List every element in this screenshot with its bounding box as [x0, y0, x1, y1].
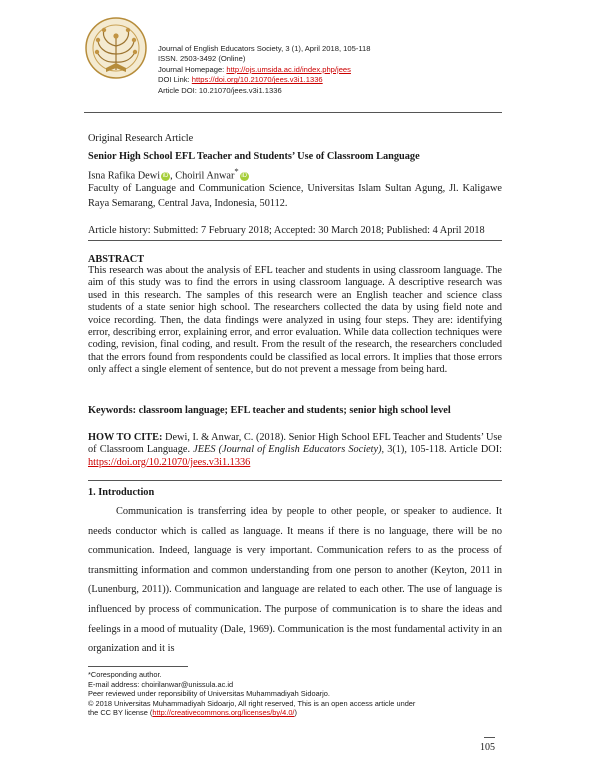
footnote-copyright: © 2018 Universitas Muhammadiyah Sidoarjo, All right reserved, This is an open access article under — [88, 698, 416, 708]
author-2: , Choiril Anwar — [170, 170, 235, 182]
cite-label: HOW TO CITE: — [88, 432, 163, 443]
article-history: Article history: Submitted: 7 February 2018; Accepted: 30 March 2018; Published: 4 April 2018 — [88, 225, 485, 236]
article-title: Senior High School EFL Teacher and Students’ Use of Classroom Language — [88, 151, 420, 162]
history-divider — [88, 240, 502, 241]
how-to-cite: HOW TO CITE: Dewi, I. & Anwar, C. (2018). Senior High School EFL Teacher and Students’ Use of Classroom Language. JEES (Journal of English Educators Society), 3(1), 105-118. Article DOI: https://doi.org/10.21070/jees.v3i1.1336 — [88, 432, 502, 468]
intro-heading: 1. Introduction — [88, 487, 155, 498]
page-number: 105 — [480, 742, 495, 753]
abstract-heading: ABSTRACT — [88, 254, 145, 265]
license-link[interactable]: http://creativecommons.org/licenses/by/4.0/ — [152, 708, 295, 718]
cite-journal: JEES (Journal of English Educators Society), — [193, 444, 385, 456]
footnotes — [88, 670, 488, 718]
page-number-rule — [484, 737, 495, 738]
doi-link[interactable]: https://doi.org/10.21070/jees.v3i1.1336 — [191, 75, 323, 85]
journal-citation: Journal of English Educators Society, 3 (1), April 2018, 105-118 — [158, 44, 371, 53]
orcid-icon[interactable]: iD — [241, 173, 248, 180]
intro-text: Communication is transferring idea by people to other people, or speaker to audience. It needs conductor which is called as language. It means if there is no language, there will be no communication. Indeed, language is very important. Communication refers to as the process of transmitting information and common understanding from one person to another (Keyton, 2011 in (Lunenburg, 2011)). Communication and language are related to each other. The use of language is influenced by process of communication. The purpose of communication is to share the ideas and feelings in a mood of mutuality (Dale, 1969). Communication is the most fundamental activity in an organization and it is — [88, 506, 502, 655]
journal-issn: ISSN. 2503-3492 (Online) — [158, 54, 246, 64]
author-1: Isna Rafika Dewi — [88, 170, 161, 182]
footnote-email: E-mail address: choirilanwar@unissula.ac.id — [88, 679, 234, 689]
footnote-review: Peer reviewed under reponsibility of Universitas Muhammadiyah Sidoarjo. — [88, 689, 330, 699]
cite-doi-link[interactable]: https://doi.org/10.21070/jees.v3i1.1336 — [88, 456, 251, 468]
journal-meta — [158, 44, 370, 96]
journal-homepage: Journal Homepage: http://ojs.umsida.ac.id/index.php/jees — [158, 64, 351, 74]
orcid-icon[interactable]: iD — [162, 173, 169, 180]
footnote-license: the CC BY license (http://creativecommons.org/licenses/by/4.0/) — [88, 708, 297, 718]
abstract-text: This research was about the analysis of EFL teacher and students in using classroom language. The aim of this study was to find the errors in using classroom language. A descriptive research was used in this research. The samples of this research were an English teacher and science class students of a state senior high school. The researchers collected the data by using field note and voice recording. Then, the data findings were analyzed in using four steps. They are: identifying error, describing error, explaining error, and error evaluation. While data collection techniques were coding, revision, final coding, and result. From the result of the research, the researchers concluded that the errors found from respondents could be classified as local errors. It implies that those errors only affect a single element of sentence, but do not prevent a message from being hard. — [88, 265, 502, 376]
header-divider — [84, 112, 502, 113]
journal-logo-icon — [84, 16, 148, 80]
journal-doi-link: DOI Link: https://doi.org/10.21070/jees.v3i1.1336 — [158, 75, 323, 85]
footnote-divider — [88, 666, 188, 667]
article-type: Original Research Article — [88, 133, 194, 144]
article-affiliation: Faculty of Language and Communication Science, Universitas Islam Sultan Agung, Jl. Kaligawe Raya Semarang, Central Java, Indonesia, 50112. — [88, 183, 502, 209]
footnote-corresponding: *Coresponding author. — [88, 670, 162, 679]
corresponding-mark: * — [234, 166, 239, 176]
cite-divider — [88, 480, 502, 481]
keywords: Keywords: classroom language; EFL teacher and students; senior high school level — [88, 405, 451, 416]
homepage-link[interactable]: http://ojs.umsida.ac.id/index.php/jees — [226, 64, 351, 74]
journal-article-doi: Article DOI: 10.21070/jees.v3i1.1336 — [158, 85, 282, 95]
